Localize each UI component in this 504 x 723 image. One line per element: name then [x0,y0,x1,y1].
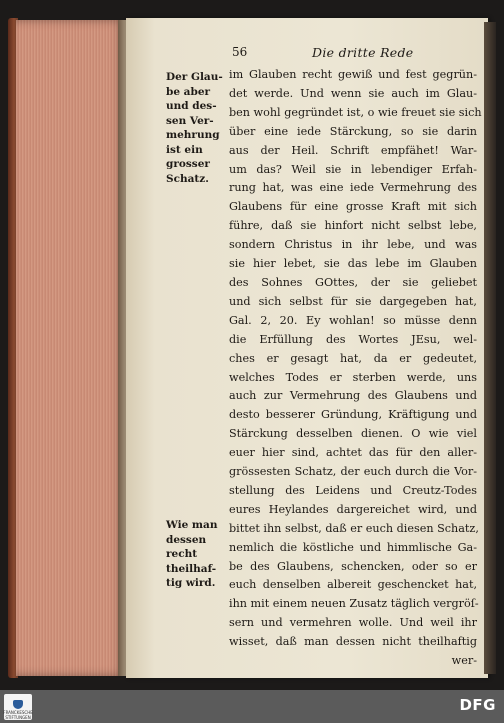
margin-note-1 [166,70,226,186]
text-line: des Sohnes GOttes, der sie geliebet [229,275,477,289]
text-line: sie hier lebet, sie das lebe im Glauben [229,257,477,271]
page-edges [16,20,126,676]
text-line: die Erfüllung des Wortes JEsu, wel- [229,332,477,346]
text-line-catchword: wer- [451,654,477,668]
dfg-logo[interactable]: DFG [459,696,496,714]
text-line: rung hat, was eine iede Vermehrung des [229,181,477,195]
margin-note-line: theilhaf- [166,562,217,575]
page-right-shadow [484,22,496,674]
text-line: eures Heylandes dargereichet wird, und [229,502,477,516]
margin-note-line: recht [166,548,198,560]
text-line: aus der Heil. Schrift empfähet! War- [229,143,477,157]
margin-note-line: tig wird. [166,577,216,589]
text-line: ihn mit einem neuen Zusatz täglich vergröſ- [229,597,479,611]
margin-note-line: dessen [166,533,207,546]
text-line: bittet ihn selbst, daß er euch diesen Schatz, [229,521,479,535]
text-line: ben wohl gegründet ist, o wie freuet sie sich [229,105,482,119]
margin-note-line: Wie man [166,519,218,531]
text-line: stellung des Leidens und Creutz-Todes [229,483,477,497]
margin-note-line: und des- [166,100,217,112]
text-line: und sich selbst für sie dargegeben hat, [229,294,477,308]
page-number: 56 [232,45,248,59]
margin-note-line: be aber [166,85,211,98]
text-line: über eine iede Stärckung, so sie darin [229,124,477,138]
text-line: im Glauben recht gewiß und fest gegrün- [229,68,477,81]
margin-note-line: mehrung [166,129,220,141]
text-line: nemlich die köstliche und himmlische Ga- [229,540,477,554]
running-head: Die dritte Rede [312,45,414,60]
margin-note-line: Der Glau- [166,71,223,83]
page-header [232,45,482,65]
text-line: be des Glaubens, schencken, oder so er [229,559,477,573]
margin-note-line: sen Ver- [166,114,214,127]
text-line: führe, daß sie hinfort nicht selbst lebe, [229,219,477,233]
text-line: Stärckung desselben dienen. O wie viel [229,427,477,441]
margin-note-line: Schatz. [166,172,209,185]
body-text [229,66,482,671]
text-line: ches er gesagt hat, da er gedeutet, [229,351,477,365]
margin-note-line: ist ein [166,143,203,156]
margin-note-2 [166,518,226,591]
text-line: sern und vermehren wolle. Und weil ihr [229,616,477,630]
logo-text-line: STIFTUNGEN [5,714,31,720]
text-line: sondern Christus in ihr lebe, und was [229,238,477,252]
text-line: desto besserer Gründung, Kräftigung und [229,408,477,422]
text-line: Glaubens für eine grosse Kraft mit sich [229,200,477,214]
text-line: euch denselben albereit geschencket hat, [229,578,477,592]
text-line: Gal. 2, 20. Ey wohlan! so müsse denn [229,313,477,327]
text-line: welches Todes er sterben werde, uns [229,370,477,384]
text-line: auch zur Vermehrung des Glaubens und [229,389,477,403]
institution-logo[interactable] [4,694,32,720]
text-line: det werde. Und wenn sie auch im Glau- [229,86,477,100]
viewer-footer-bar [0,690,504,723]
text-line: wisset, daß man dessen nicht theilhaftig [229,635,477,649]
margin-note-line: grosser [166,158,210,170]
logo-text-line: FRANCKESCHE [3,710,33,716]
text-line: um das? Weil sie in lebendiger Erfah- [229,162,477,176]
text-line: grössesten Schatz, der euch durch die Vor- [229,465,477,479]
crest-icon [13,700,23,709]
text-line: euer hier sind, achtet das für den aller- [229,446,477,460]
